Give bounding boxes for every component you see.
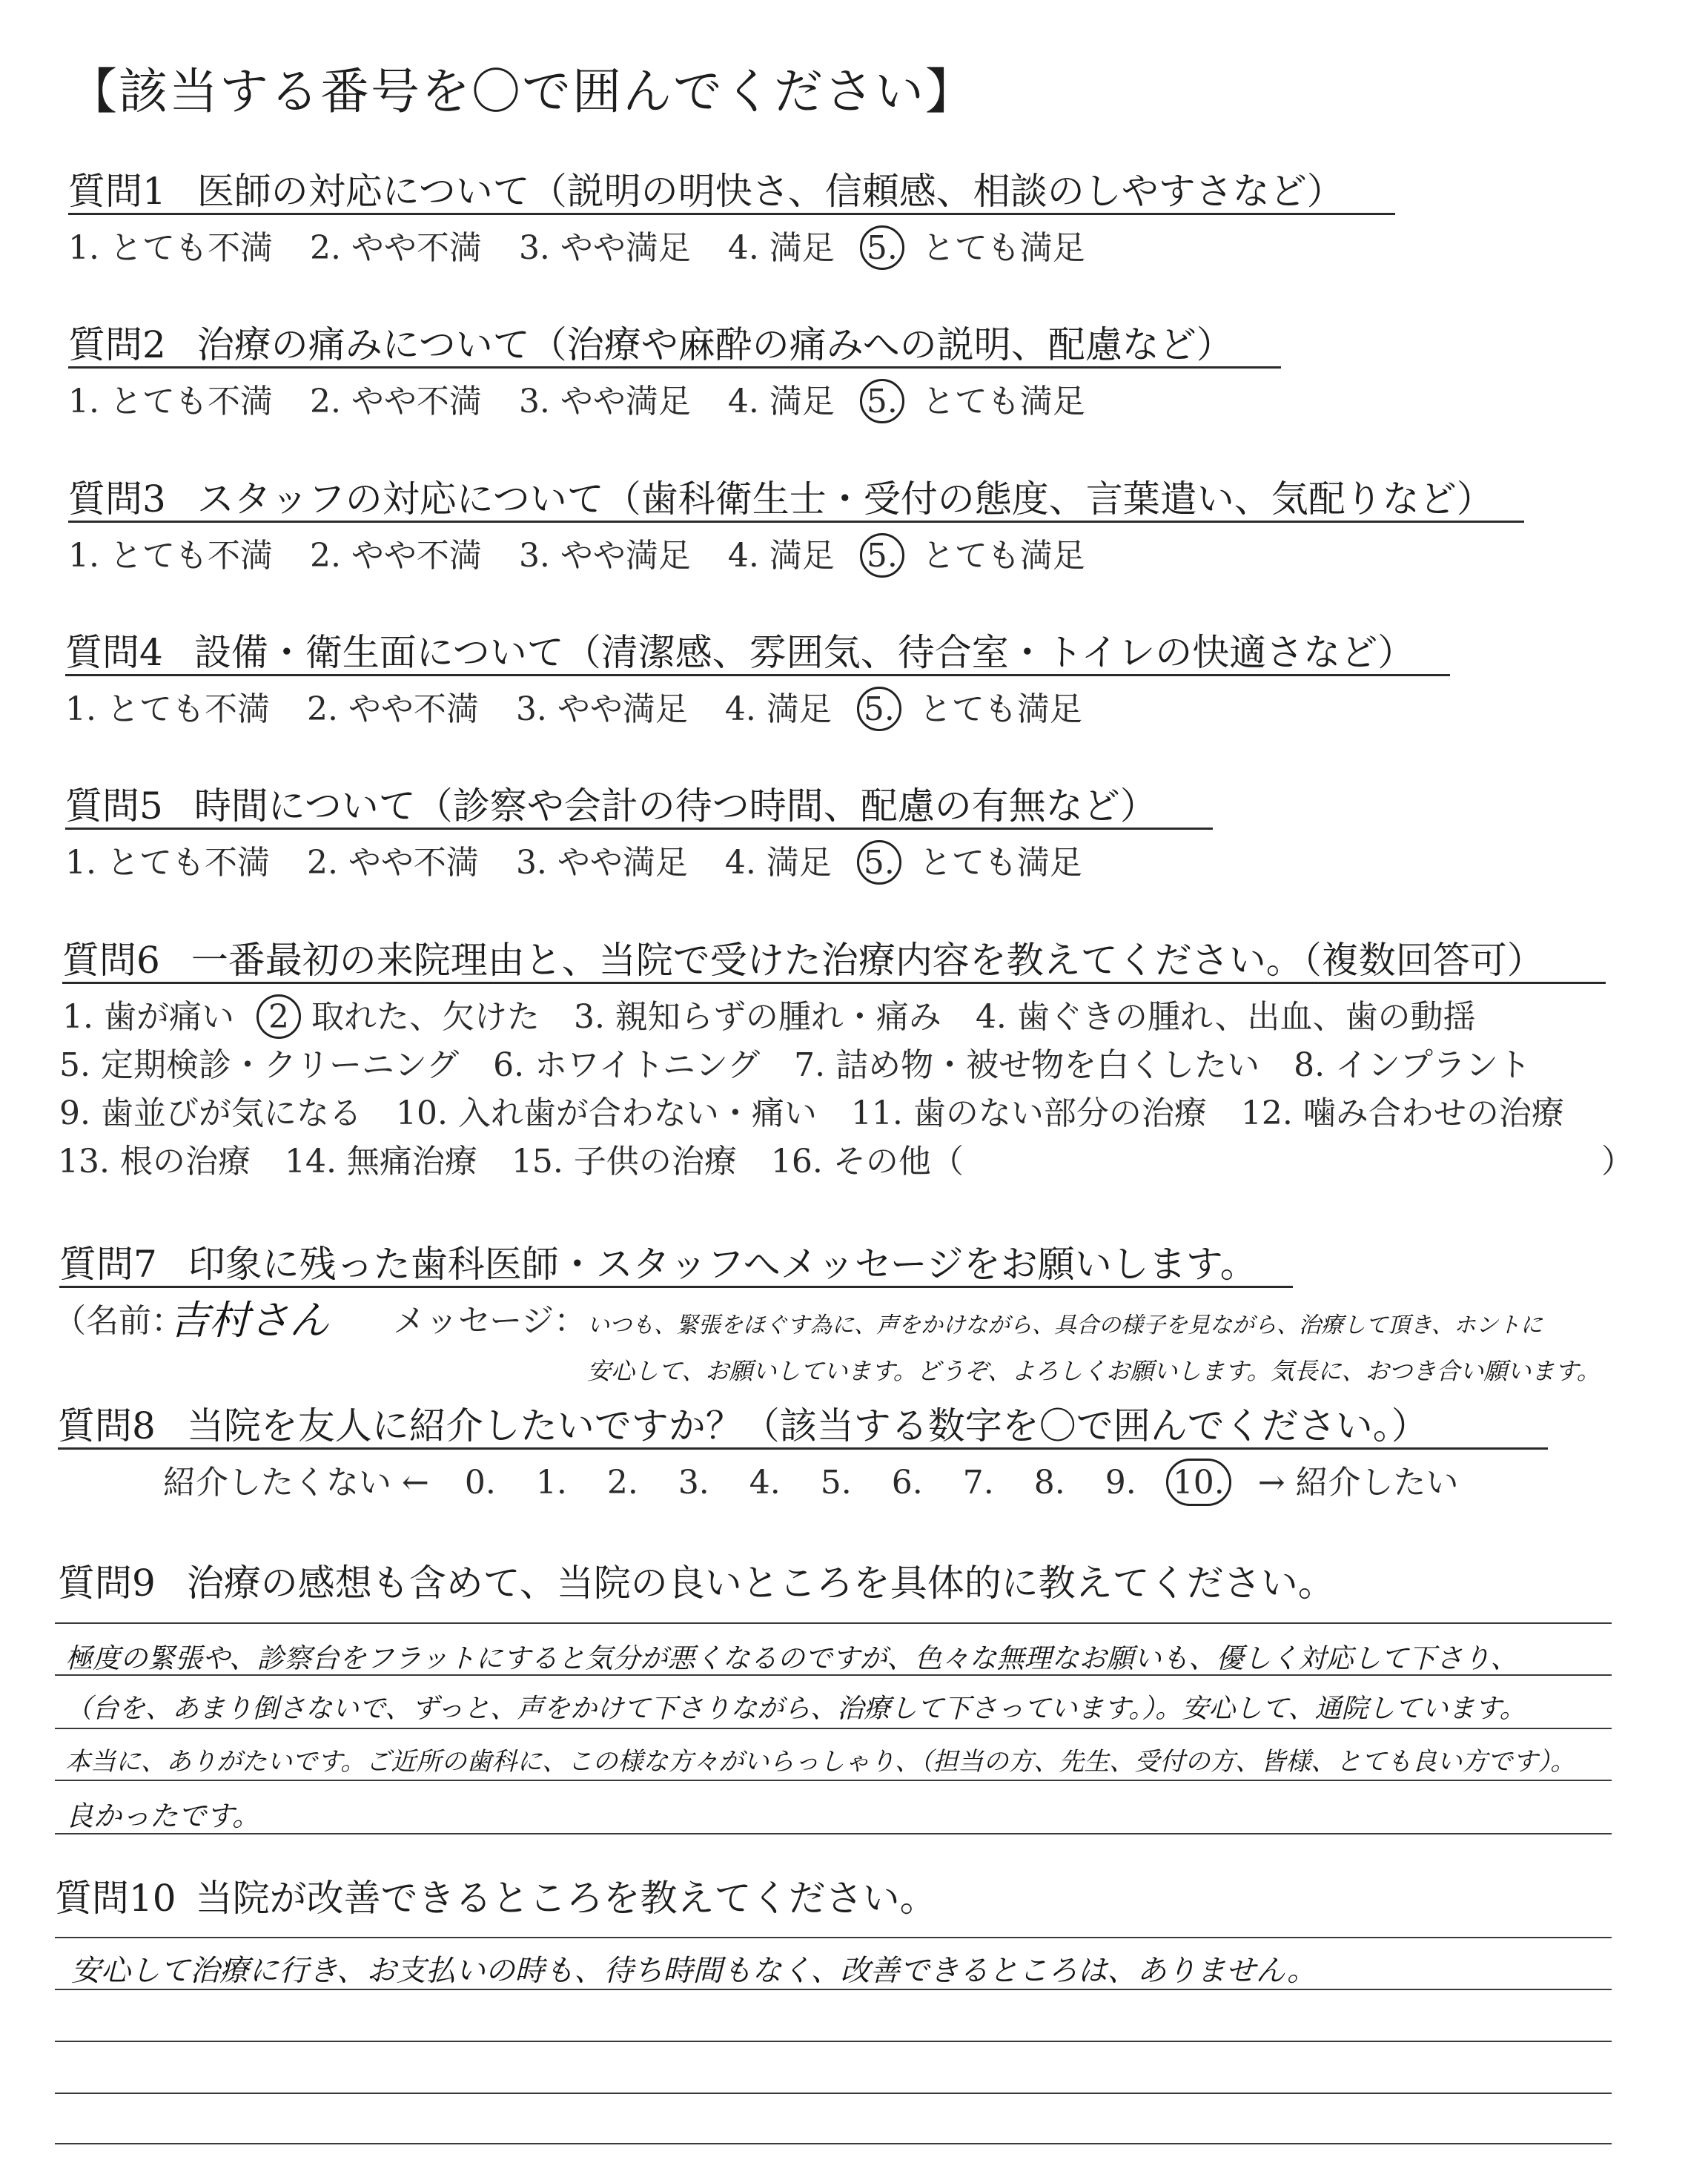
answer-line — [55, 1622, 1612, 1624]
question-3-options — [68, 529, 1085, 578]
option-1[interactable]: 1. とても不満 — [65, 844, 270, 882]
question-6-row-4 — [58, 1135, 964, 1182]
scale-6[interactable]: 6. — [891, 1464, 923, 1502]
option-2[interactable]: 2. やや不満 — [309, 229, 482, 267]
question-8-label: 質問8 — [58, 1404, 156, 1447]
reason-16[interactable]: 16. その他（ — [770, 1143, 964, 1180]
reason-2-selected[interactable]: 2 — [256, 994, 301, 1039]
option-4[interactable]: 4. 満足 — [724, 690, 832, 728]
reason-12[interactable]: 12. 噛み合わせの治療 — [1240, 1094, 1564, 1132]
question-6-text: 一番最初の来院理由と、当院で受けた治療内容を教えてください。（複数回答可） — [191, 939, 1544, 982]
question-6-underline — [62, 982, 1606, 984]
option-5-label: とても満足 — [921, 383, 1085, 420]
option-5-selected[interactable]: 5. — [857, 840, 901, 885]
option-5-label: とても満足 — [921, 229, 1085, 267]
scale-7[interactable]: 7. — [962, 1464, 994, 1502]
option-3[interactable]: 3. やや満足 — [518, 229, 691, 267]
answer-line — [55, 2143, 1612, 2144]
question-3-underline — [68, 521, 1524, 523]
q10-answer-line-1[interactable]: 安心して治療に行き、お支払いの時も、待ち時間もなく、改善できるところは、ありません。 — [71, 1954, 1317, 1988]
option-5-selected[interactable]: 5. — [860, 533, 904, 578]
reason-15[interactable]: 15. 子供の治療 — [511, 1143, 737, 1180]
question-5-text: 時間について（診察や会計の待つ時間、配慮の有無など） — [193, 785, 1157, 828]
scale-3[interactable]: 3. — [678, 1464, 709, 1502]
option-4[interactable]: 4. 満足 — [727, 537, 835, 575]
reason-11[interactable]: 11. 歯のない部分の治療 — [850, 1094, 1207, 1132]
scale-1[interactable]: 1. — [535, 1464, 567, 1502]
reason-9[interactable]: 9. 歯並びが気になる — [59, 1094, 362, 1132]
option-1[interactable]: 1. とても不満 — [68, 537, 273, 575]
question-5-label: 質問5 — [65, 785, 163, 828]
option-5-selected[interactable]: 5. — [860, 379, 904, 423]
scale-4[interactable]: 4. — [749, 1464, 781, 1502]
option-2[interactable]: 2. やや不満 — [309, 537, 482, 575]
question-3 — [68, 469, 1494, 523]
question-1-options — [68, 221, 1085, 270]
option-2[interactable]: 2. やや不満 — [306, 844, 479, 882]
option-5-label: とても満足 — [921, 537, 1085, 575]
answer-line — [55, 1728, 1612, 1729]
reason-4[interactable]: 4. 歯ぐきの腫れ、出血、歯の動揺 — [975, 998, 1476, 1036]
scale-8[interactable]: 8. — [1033, 1464, 1065, 1502]
name-value[interactable]: 吉村さん — [169, 1297, 329, 1344]
message-label: メッセージ： — [393, 1302, 587, 1340]
question-3-text: スタッフの対応について（歯科衛生士・受付の態度、言葉遣い、気配りなど） — [196, 478, 1494, 521]
q9-answer-line-4[interactable]: 良かったです。 — [65, 1800, 260, 1832]
question-8-text: 当院を友人に紹介したいですか？（該当する数字を〇で囲んでください。） — [186, 1404, 1429, 1447]
option-1[interactable]: 1. とても不満 — [68, 229, 273, 267]
referral-right-label: → 紹介したい — [1257, 1464, 1459, 1502]
question-7-text: 印象に残った歯科医師・スタッフへメッセージをお願いします。 — [188, 1243, 1257, 1286]
answer-line — [55, 1833, 1612, 1834]
referral-scale — [163, 1456, 1459, 1506]
question-4-label: 質問4 — [65, 631, 163, 674]
option-5-label: とても満足 — [918, 690, 1082, 728]
option-3[interactable]: 3. やや満足 — [518, 537, 691, 575]
q9-answer-line-1[interactable]: 極度の緊張や、診察台をフラットにすると気分が悪くなるのですが、色々な無理なお願いも、優しく対応して下さり、 — [65, 1642, 1518, 1674]
question-6-row-2 — [59, 1038, 1531, 1086]
scale-9[interactable]: 9. — [1105, 1464, 1136, 1502]
option-3[interactable]: 3. やや満足 — [515, 690, 688, 728]
option-1[interactable]: 1. とても不満 — [65, 690, 270, 728]
question-7 — [59, 1235, 1257, 1288]
referral-left-label: 紹介したくない ← — [163, 1464, 429, 1502]
question-8 — [58, 1396, 1429, 1450]
reason-6[interactable]: 6. ホワイトニング — [493, 1046, 761, 1084]
question-6-label: 質問6 — [62, 939, 160, 982]
question-4-underline — [65, 674, 1450, 676]
question-10 — [55, 1869, 937, 1922]
reason-13[interactable]: 13. 根の治療 — [58, 1143, 251, 1180]
question-9 — [58, 1553, 1335, 1607]
option-3[interactable]: 3. やや満足 — [515, 844, 688, 882]
question-1 — [68, 162, 1344, 215]
option-5-label: とても満足 — [918, 844, 1082, 882]
q9-answer-line-2[interactable]: （台を、あまり倒さないで、ずっと、声をかけて下さりながら、治療して下さっています。）。安心して、通院しています。 — [65, 1694, 1526, 1724]
question-2-text: 治療の痛みについて（治療や麻酔の痛みへの説明、配慮など） — [196, 323, 1234, 366]
reason-8[interactable]: 8. インプラント — [1294, 1046, 1532, 1084]
question-4-options — [65, 682, 1082, 731]
question-7-underline — [59, 1286, 1293, 1288]
reason-7[interactable]: 7. 詰め物・被せ物を白くしたい — [794, 1046, 1260, 1084]
scale-2[interactable]: 2. — [606, 1464, 638, 1502]
question-7-label: 質問7 — [59, 1243, 157, 1286]
reason-14[interactable]: 14. 無痛治療 — [284, 1143, 477, 1180]
answer-line — [55, 2041, 1612, 2042]
question-8-underline — [58, 1447, 1548, 1450]
question-9-label: 質問9 — [58, 1562, 156, 1605]
reason-5[interactable]: 5. 定期検診・クリーニング — [59, 1046, 460, 1084]
option-5-selected[interactable]: 5. — [857, 687, 901, 731]
question-10-label: 質問10 — [55, 1877, 176, 1920]
question-9-text: 治療の感想も含めて、当院の良いところを具体的に教えてください。 — [186, 1562, 1335, 1605]
question-5 — [65, 776, 1157, 830]
option-1[interactable]: 1. とても不満 — [68, 383, 273, 420]
question-6-row-3 — [59, 1086, 1564, 1134]
option-4[interactable]: 4. 満足 — [727, 383, 835, 420]
option-4[interactable]: 4. 満足 — [727, 229, 835, 267]
reason-10[interactable]: 10. 入れ歯が合わない・痛い — [395, 1094, 817, 1132]
question-6-row-1 — [62, 990, 1476, 1039]
reason-1[interactable]: 1. 歯が痛い — [62, 998, 234, 1036]
question-10-text: 当院が改善できるところを教えてください。 — [195, 1877, 937, 1920]
reason-2-label: 取れた、欠けた — [311, 998, 540, 1036]
question-5-options — [65, 836, 1082, 885]
reason-16-close-paren: ） — [1601, 1143, 1634, 1180]
answer-line — [55, 2093, 1612, 2094]
scale-10-selected[interactable]: 10. — [1166, 1459, 1231, 1506]
question-4 — [65, 623, 1414, 676]
option-2[interactable]: 2. やや不満 — [309, 383, 482, 420]
option-5-selected[interactable]: 5. — [860, 225, 904, 270]
reason-3[interactable]: 3. 親知らずの腫れ・痛み — [573, 998, 941, 1036]
answer-line — [55, 1780, 1612, 1781]
question-6 — [62, 931, 1544, 984]
scale-0[interactable]: 0. — [464, 1464, 496, 1502]
question-2-options — [68, 374, 1085, 423]
question-3-label: 質問3 — [68, 478, 166, 521]
q9-answer-line-3[interactable]: 本当に、ありがたいです。ご近所の歯科に、この様な方々がいらっしゃり、（担当の方、先生、受付の方、皆様、とても良い方です）。 — [65, 1747, 1576, 1777]
answer-line — [55, 1937, 1612, 1938]
question-1-text: 医師の対応について（説明の明快さ、信頼感、相談のしやすさなど） — [196, 170, 1344, 213]
question-2-label: 質問2 — [68, 323, 166, 366]
question-2 — [68, 315, 1234, 369]
name-label: （名前： — [53, 1302, 184, 1340]
question-5-underline — [65, 828, 1213, 830]
question-1-label: 質問1 — [68, 170, 166, 213]
question-2-underline — [68, 366, 1281, 369]
option-4[interactable]: 4. 満足 — [724, 844, 832, 882]
scale-5[interactable]: 5. — [820, 1464, 852, 1502]
question-4-text: 設備・衛生面について（清潔感、雰囲気、待合室・トイレの快適さなど） — [193, 631, 1415, 674]
message-line-1[interactable]: いつも、緊張をほぐす為に、声をかけながら、具合の様子を見ながら、治療して頂き、ホントに — [587, 1312, 1543, 1338]
question-1-underline — [68, 213, 1395, 215]
message-line-2[interactable]: 安心して、お願いしています。どうぞ、よろしくお願いします。気長に、おつき合い願います。 — [587, 1357, 1601, 1385]
option-3[interactable]: 3. やや満足 — [518, 383, 691, 420]
page-title: 【該当する番号を〇で囲んでください】 — [68, 63, 976, 120]
option-2[interactable]: 2. やや不満 — [306, 690, 479, 728]
